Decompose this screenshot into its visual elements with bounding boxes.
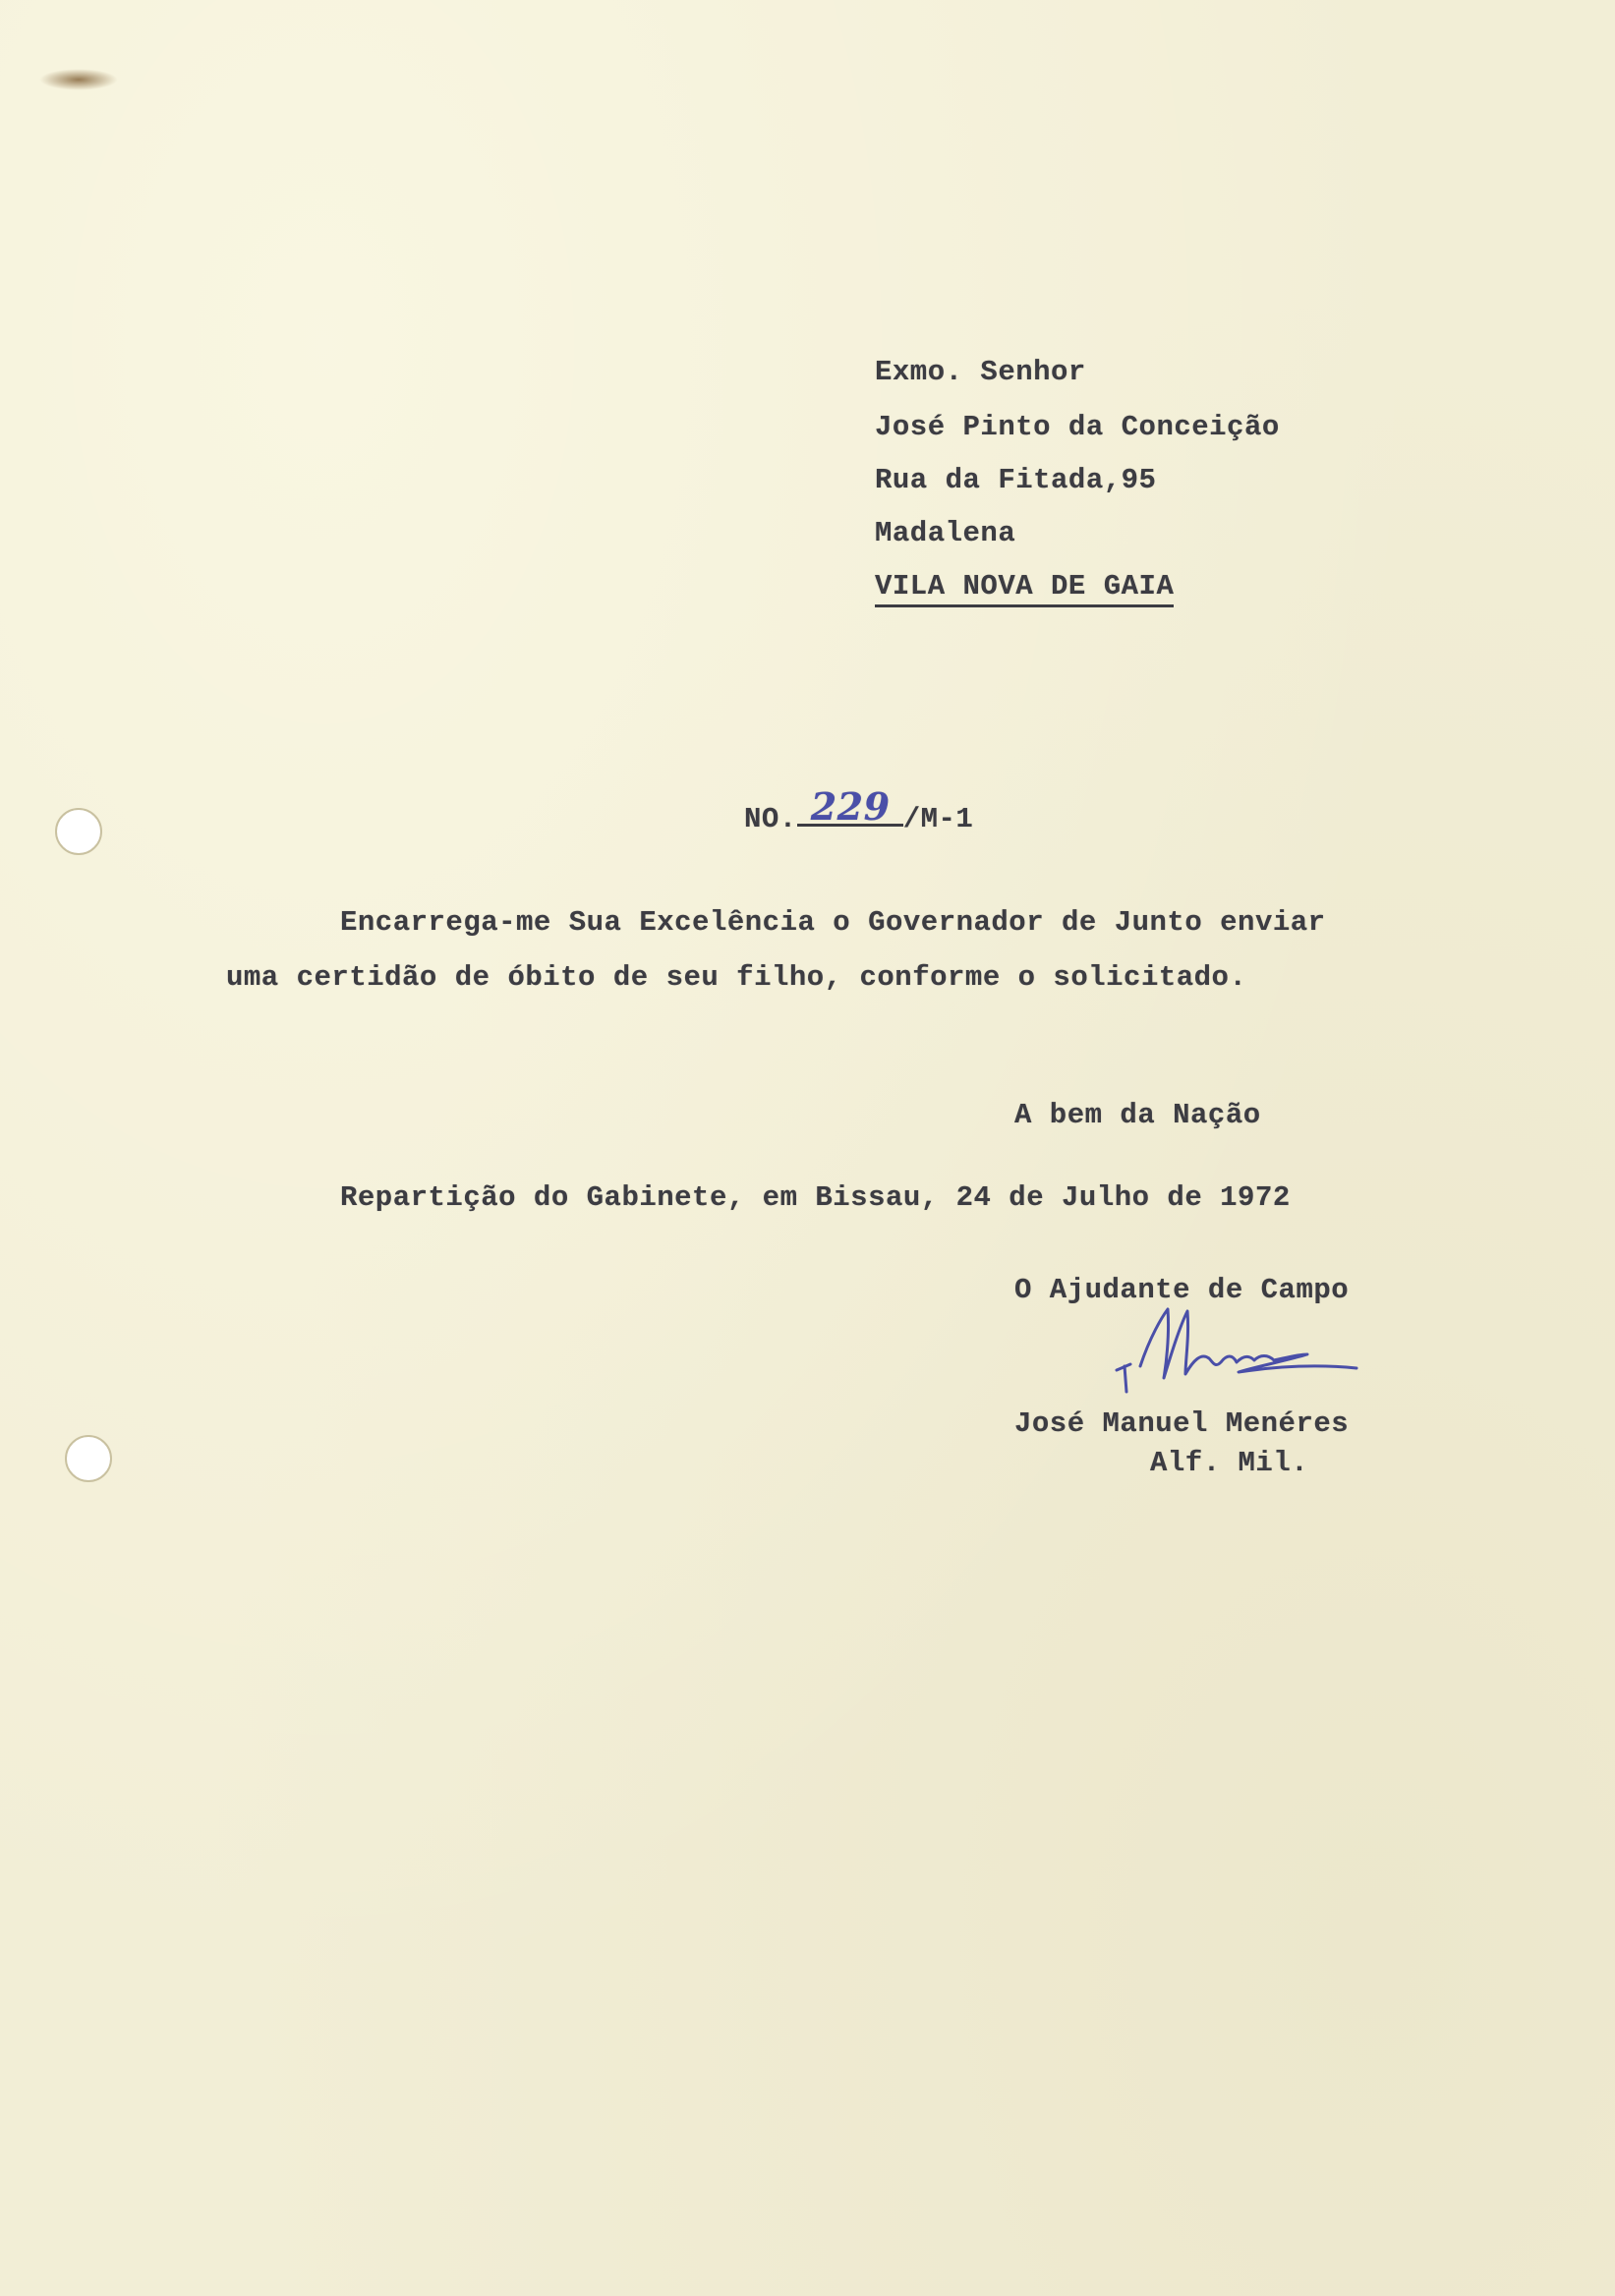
place-date: Repartição do Gabinete, em Bissau, 24 de Julho de 1972 [340, 1181, 1291, 1214]
punch-hole-top [55, 808, 102, 855]
reference-number-line [797, 784, 903, 829]
punch-hole-bottom [65, 1435, 112, 1482]
address-salutation: Exmo. Senhor [875, 356, 1086, 388]
handwritten-signature [1111, 1297, 1366, 1406]
signatory-title: O Ajudante de Campo [1014, 1274, 1350, 1306]
address-district: Madalena [875, 517, 1016, 549]
handwritten-reference-number: 229 [810, 784, 891, 829]
reference-prefix: NO. [744, 803, 797, 835]
body-line-1: Encarrega-me Sua Excelência o Governador de Junto enviar [340, 906, 1326, 939]
reference-suffix: /M-1 [902, 803, 974, 835]
address-street: Rua da Fitada,95 [875, 464, 1157, 496]
signatory-name: José Manuel Menéres [1014, 1407, 1350, 1440]
body-line-2: uma certidão de óbito de seu filho, conforme o solicitado. [226, 961, 1247, 994]
closing-formula: A bem da Nação [1014, 1099, 1261, 1131]
address-name: José Pinto da Conceição [875, 411, 1280, 443]
stain-mark [39, 69, 118, 90]
address-city: VILA NOVA DE GAIA [875, 570, 1174, 607]
reference-number [744, 784, 974, 835]
signatory-rank: Alf. Mil. [1150, 1447, 1309, 1479]
